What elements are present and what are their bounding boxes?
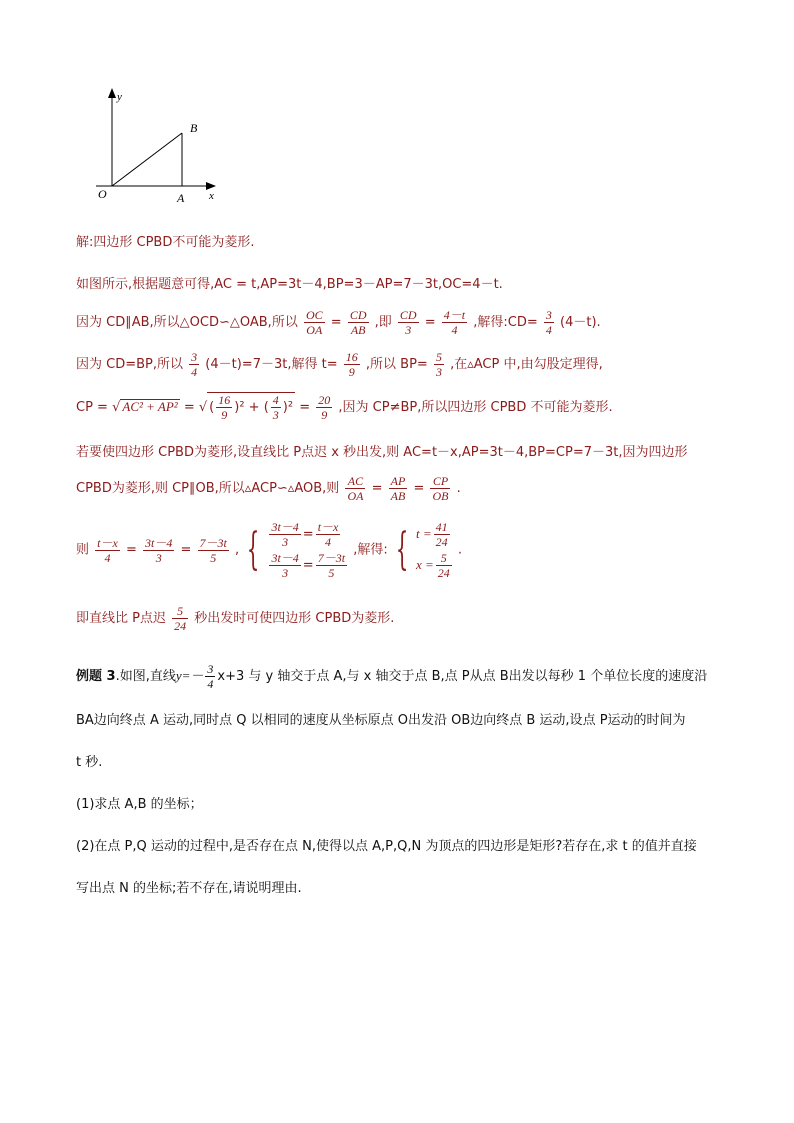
left-brace: { <box>395 524 409 575</box>
fraction: $\frac{4-t}{4}$ <box>443 308 466 337</box>
text: ,即 <box>374 315 392 330</box>
text: 因为 CD=BP,所以 <box>76 357 184 372</box>
equals: = <box>371 481 383 496</box>
equals: = <box>180 542 192 558</box>
solution-solve-t <box>76 350 603 379</box>
text: . <box>456 481 461 496</box>
fraction: $\frac{AC}{OA}$ <box>347 474 364 503</box>
text: , <box>235 542 240 558</box>
y-axis-arrow <box>108 88 116 98</box>
fraction: $\frac{7-3t}{5}$ <box>317 551 346 580</box>
fraction: $\frac{16}{9}$ <box>218 393 231 422</box>
equals: = <box>183 400 195 415</box>
t-label: t = <box>415 526 432 541</box>
fraction: $\frac{5}{24}$ <box>174 604 187 633</box>
fraction: $\frac{3t-4}{3}$ <box>271 551 299 580</box>
text: 因为 CD∥AB,所以△OCD∽△OAB,所以 <box>76 315 298 330</box>
sqrt-expression <box>207 392 295 422</box>
text: 则 <box>76 542 90 558</box>
equals: = <box>413 481 425 496</box>
text: CPBD为菱形,则 CP∥OB,所以▵ACP∽▵AOB,则 <box>76 481 340 496</box>
point-A-label: A <box>177 191 185 205</box>
equals: = <box>302 527 314 542</box>
fraction: $\frac{16}{9}$ <box>345 350 358 379</box>
text: .如图,直线 <box>115 669 176 684</box>
text: ,所以 BP= <box>365 357 428 372</box>
x-axis-label: x <box>209 190 214 202</box>
x-label: x = <box>415 557 434 572</box>
text: CP = <box>76 400 108 415</box>
point-B-label: B <box>190 121 198 135</box>
text: )² <box>282 400 294 415</box>
fraction: $\frac{3}{4}$ <box>191 350 198 379</box>
fraction: $\frac{CD}{3}$ <box>399 308 417 337</box>
fraction: $\frac{5}{3}$ <box>435 350 442 379</box>
text: x+3 与 y 轴交于点 A,与 x 轴交于点 B,点 P从点 B出发以每秒 1 个单位长度的速度沿 <box>217 669 708 684</box>
y-axis-label: y <box>117 91 122 103</box>
solution-final <box>76 604 394 633</box>
fraction: $\frac{t-x}{4}$ <box>97 535 118 565</box>
equation: y=－ <box>175 668 204 683</box>
fraction: $\frac{7-3t}{5}$ <box>199 535 227 565</box>
segment-OB <box>112 133 182 186</box>
question-1: (1)求点 A,B 的坐标； <box>76 797 203 812</box>
fraction: $\frac{t-x}{4}$ <box>317 520 339 549</box>
text: (4－t)=7－3t,解得 t= <box>205 357 338 372</box>
fraction: $\frac{3t-4}{3}$ <box>145 535 173 565</box>
solution-setup: 如图所示,根据题意可得,AC = t,AP=3t－4,BP=3－AP=7－3t,OC=4－t. <box>76 277 503 292</box>
fraction: $\frac{CP}{OB}$ <box>432 474 449 503</box>
text: ,因为 CP≠BP,所以四边形 CPBD 不可能为菱形. <box>338 400 613 415</box>
text: 秒出发时可使四边形 CPBD为菱形. <box>194 611 395 626</box>
fraction: $\frac{4}{3}$ <box>272 393 279 422</box>
solution-delay-setup: 若要使四边形 CPBD为菱形,设直线比 P点迟 x 秒出发,则 AC=t－x,AP=3t－4,BP=CP=7－3t,因为四边形 <box>76 445 688 460</box>
fraction: $\frac{20}{9}$ <box>318 393 331 422</box>
question-2: (2)在点 P,Q 运动的过程中,是否存在点 N,使得以点 A,P,Q,N 为顶点的四边形是矩形?若存在,求 t 的值并直接 <box>76 839 697 854</box>
text: 即直线比 P点迟 <box>76 611 166 626</box>
fraction: $\frac{41}{24}$ <box>435 520 448 549</box>
solution-system <box>76 518 462 582</box>
text: ,解得:CD= <box>473 315 538 330</box>
text: ,解得: <box>353 542 388 558</box>
solution-values <box>416 518 454 582</box>
equation-system <box>267 518 349 582</box>
fraction: $\frac{5}{24}$ <box>437 551 450 580</box>
fraction: $\frac{3}{4}$ <box>545 308 552 337</box>
example-3-statement <box>76 662 707 691</box>
x-axis-arrow <box>206 182 216 190</box>
text: . <box>457 542 463 558</box>
text: ( <box>209 400 215 415</box>
solution-rhombus-ratio <box>76 474 461 503</box>
equals: = <box>302 558 314 573</box>
equals: = <box>299 400 311 415</box>
example-3-line2: BA边向终点 A 运动,同时点 Q 以相同的速度从坐标原点 O出发沿 OB边向终点 B 运动,设点 P运动的时间为 <box>76 713 686 728</box>
equals: = <box>125 542 137 558</box>
example-3-line3: t 秒. <box>76 755 103 770</box>
fraction: $\frac{CD}{AB}$ <box>349 308 367 337</box>
sqrt-expression: AC² + AP² <box>122 399 178 414</box>
equals: = <box>330 315 342 330</box>
solution-pythagoras: CP = √ AC² + AP² = √ ( $\frac{16}{9}$ )² + ( $\frac{4}{3}$ )² = $\frac{20}{9}$ ,因为 CP≠BP,所以四边形 CPBD 不可能为菱形. <box>76 393 613 422</box>
solution-similarity <box>76 308 601 337</box>
fraction: $\frac{3t-4}{3}$ <box>271 520 299 549</box>
text: )² + ( <box>234 400 269 415</box>
left-brace: { <box>247 524 260 575</box>
fraction: $\frac{AP}{AB}$ <box>390 474 406 503</box>
coordinate-figure <box>0 0 794 220</box>
solution-conclusion: 解:四边形 CPBD不可能为菱形. <box>76 235 255 250</box>
question-2-cont: 写出点 N 的坐标;若不存在,请说明理由. <box>76 881 302 896</box>
point-O-label: O <box>98 187 107 201</box>
fraction: $\frac{OC}{OA}$ <box>305 308 323 337</box>
example-title: 例题 3 <box>76 669 116 684</box>
fraction: $\frac{3}{4}$ <box>207 662 214 691</box>
text: (4－t). <box>560 315 601 330</box>
text: ,在▵ACP 中,由勾股定理得, <box>450 357 603 372</box>
equals: = <box>424 315 436 330</box>
